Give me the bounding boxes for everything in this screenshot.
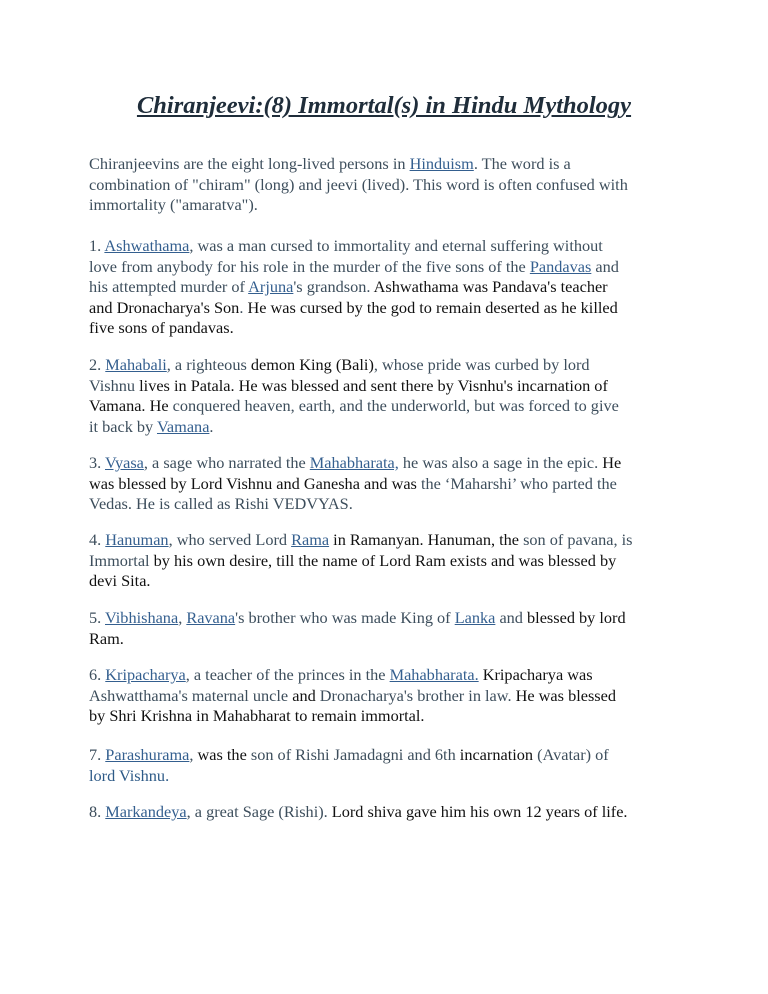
text-run: conquered heaven, earth, and the underworld, but was forced to give xyxy=(168,396,619,416)
text-run: Kripacharya was xyxy=(478,665,593,684)
hyperlink[interactable]: Lanka xyxy=(454,608,496,627)
hyperlink[interactable]: Hanuman xyxy=(105,530,169,549)
text-run: five sons of pandavas. xyxy=(89,318,234,338)
text-run: 4. xyxy=(89,530,106,549)
text-run: , who served Lord xyxy=(168,530,292,549)
page-title: Chiranjeevi:(8) Immortal(s) in Hindu Mythology xyxy=(136,92,632,119)
paragraph-line xyxy=(89,494,689,515)
hyperlink[interactable]: Kripacharya xyxy=(105,665,186,684)
paragraph-line xyxy=(89,802,689,823)
paragraph-line xyxy=(89,175,689,196)
paragraph-line xyxy=(89,551,689,572)
text-run: , a great Sage (Rishi). xyxy=(186,802,332,821)
paragraph-8 xyxy=(89,745,689,786)
paragraph-line xyxy=(89,277,689,298)
text-run: , a teacher of the princes in the xyxy=(185,665,390,684)
text-run: devi Sita. xyxy=(89,571,151,591)
paragraph-line xyxy=(89,298,689,319)
hyperlink[interactable]: Mahabharata, xyxy=(309,453,399,472)
paragraph-4 xyxy=(89,453,689,515)
text-run: was blessed by Lord Vishnu and Ganesha and was xyxy=(89,473,417,493)
hyperlink[interactable]: Arjuna xyxy=(248,277,294,297)
paragraph-line xyxy=(89,236,689,257)
text-run: son of pavana, is xyxy=(519,530,633,549)
text-run: 6. xyxy=(89,665,106,684)
hyperlink[interactable]: Pandavas xyxy=(529,256,592,276)
text-run: demon King (Bali) xyxy=(250,355,374,374)
paragraph-line xyxy=(89,608,689,629)
text-run: 8. xyxy=(89,802,106,821)
paragraph-line xyxy=(89,571,689,592)
text-run: lives in Patala. He was blessed and sent there by Visnhu's incarnation of xyxy=(139,375,608,395)
text-run: by Shri Krishna in Mahabharat to remain immortal. xyxy=(89,706,425,726)
text-run: Vedas. He is called as Rishi VEDVYAS. xyxy=(89,494,353,514)
paragraph-line xyxy=(89,453,689,474)
text-run: the ‘Maharshi’ who parted the xyxy=(416,473,617,493)
paragraph-line xyxy=(89,318,689,339)
text-run: immortality ("amaratva"). xyxy=(89,195,258,215)
text-run: and Dronacharya's Son xyxy=(89,297,240,317)
text-run: love from anybody for his role in the murder of the five sons of the xyxy=(89,256,530,276)
text-run: lord Vishnu. xyxy=(89,765,170,785)
hyperlink[interactable]: Markandeya xyxy=(105,802,187,821)
text-run: He xyxy=(602,453,622,472)
text-run: Ashwathama was Pandava's teacher xyxy=(373,277,608,297)
text-run: Ashwatthama's maternal uncle xyxy=(89,685,293,705)
text-run: , xyxy=(178,608,187,627)
paragraph-line xyxy=(89,376,689,397)
text-run: . The word is a xyxy=(473,154,571,173)
text-run: 5. xyxy=(89,608,105,627)
paragraph-line xyxy=(89,766,689,787)
text-run: and xyxy=(292,685,316,705)
hyperlink[interactable]: Vyasa xyxy=(105,453,144,472)
paragraph-line xyxy=(89,396,689,417)
text-run: Dronacharya's brother in law. xyxy=(315,685,516,705)
text-run: , whose pride was curbed by lord xyxy=(373,355,590,374)
paragraph-line xyxy=(89,195,689,216)
text-run: 3. xyxy=(89,453,105,472)
hyperlink[interactable]: Ravana xyxy=(186,608,236,627)
text-run: and xyxy=(495,608,528,627)
hyperlink[interactable]: Hinduism xyxy=(409,154,474,173)
paragraph-9 xyxy=(89,802,689,823)
text-run: , a sage who narrated the xyxy=(143,453,310,472)
text-run: it back by xyxy=(89,416,157,436)
text-run: , was a man cursed to immortality and eternal suffering without xyxy=(189,236,603,255)
paragraph-1 xyxy=(89,154,689,216)
paragraph-line xyxy=(89,745,689,766)
text-run: Immortal xyxy=(89,550,154,570)
text-run: his attempted murder of xyxy=(89,277,249,297)
text-run: blessed by lord xyxy=(527,608,626,627)
paragraph-line xyxy=(89,629,689,650)
paragraph-line xyxy=(89,257,689,278)
text-run: 7. xyxy=(89,745,106,764)
text-run: He was cursed by the god to remain deserted as he killed xyxy=(247,297,618,317)
text-run: , xyxy=(189,745,198,764)
paragraph-line xyxy=(89,417,689,438)
text-run: incarnation xyxy=(459,745,534,764)
text-run: 's brother who was made King of xyxy=(235,608,455,627)
text-run: by his own desire, till the name of Lord Ram exists and was blessed by xyxy=(153,550,617,570)
hyperlink[interactable]: Rama xyxy=(291,530,330,549)
paragraph-5 xyxy=(89,530,689,592)
text-run: 's grandson. xyxy=(293,277,374,297)
paragraph-3 xyxy=(89,355,689,437)
hyperlink[interactable]: Parashurama xyxy=(105,745,190,764)
text-run: . xyxy=(209,416,214,436)
text-run: . xyxy=(239,297,248,317)
text-run: (Avatar) of xyxy=(533,745,609,764)
paragraph-7 xyxy=(89,665,689,727)
text-run: Vishnu xyxy=(89,375,140,395)
paragraph-line xyxy=(89,154,689,175)
text-run: in Ramanyan. Hanuman, the xyxy=(329,530,519,549)
hyperlink[interactable]: Mahabharata. xyxy=(389,665,479,684)
paragraph-line xyxy=(89,706,689,727)
paragraph-line xyxy=(89,665,689,686)
paragraph-line xyxy=(89,355,689,376)
text-run: and xyxy=(591,256,619,276)
text-run: son of Rishi Jamadagni and 6th xyxy=(246,745,460,764)
hyperlink[interactable]: Vibhishana xyxy=(105,608,179,627)
text-run: , a righteous xyxy=(166,355,251,374)
hyperlink[interactable]: Vamana xyxy=(156,416,210,436)
text-run: He was blessed xyxy=(515,685,616,705)
paragraph-line xyxy=(89,686,689,707)
text-run: Ram. xyxy=(89,628,124,648)
text-run: was the xyxy=(197,745,247,764)
text-run: Lord shiva gave him his own 12 years of life. xyxy=(331,802,628,821)
text-run: 1. xyxy=(89,236,105,255)
text-run: Vamana. He xyxy=(89,396,169,416)
paragraph-6 xyxy=(89,608,689,649)
text-run: 2. xyxy=(89,355,106,374)
paragraph-line xyxy=(89,474,689,495)
paragraph-line xyxy=(89,530,689,551)
text-run: Chiranjeevins are the eight long-lived persons in xyxy=(89,154,410,173)
paragraph-2 xyxy=(89,236,689,339)
text-run: combination of "chiram" (long) and jeevi (lived). This word is often confused with xyxy=(89,174,628,194)
text-run: he was also a sage in the epic. xyxy=(398,453,603,472)
hyperlink[interactable]: Mahabali xyxy=(105,355,167,374)
hyperlink[interactable]: Ashwathama xyxy=(104,236,190,255)
